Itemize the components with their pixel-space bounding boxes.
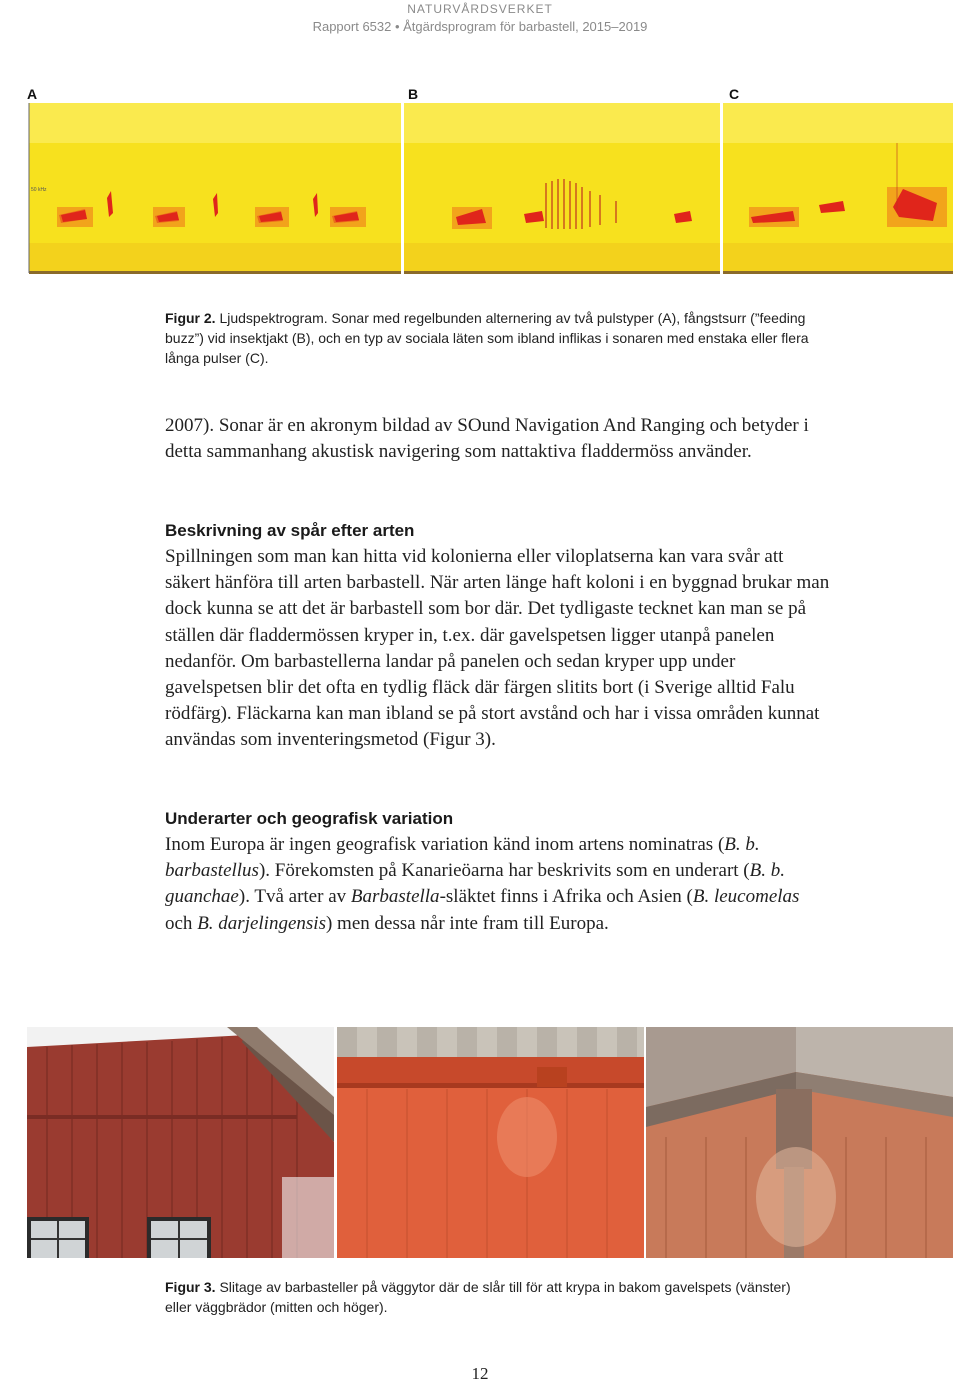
figure-2-caption-label: Figur 2. [165,310,216,326]
panel-label-b: B [408,86,419,102]
panel-label-c: C [729,86,740,102]
header-report-title: Rapport 6532 • Åtgärdsprogram för barbastell, 2015–2019 [312,19,648,34]
underarter-text-3: ). Två arter av [238,886,351,908]
spectrogram-c [723,103,953,286]
page-header [0,0,960,35]
taxon-barbastellus: B. b. barbastellus [165,834,760,882]
underarter-text-2: ). Förekomsten på Kanarieöarna har beskrivits som en underart ( [258,860,750,882]
spectrogram-a [27,103,401,286]
body-paragraph-sonar [165,413,830,465]
underarter-text-6: ) men dessa når inte fram till Europa. [325,912,609,934]
spectro-a-axis-label: 50 kHz [31,187,47,193]
section-underarter [165,808,830,937]
paragraph-beskrivning: Spillningen som man kan hitta vid kolonierna eller viloplatserna kan vara svår att säkert hänföra till arten barbastell. När arten länge haft koloni i en byggnad brukar man dock kunna se att det är barbastell som bor där. Det tydligaste tecknet kan man se på ställen där fladdermössen kryper in, t.ex. där gavelspetsen ligger utanpå panelen nedanför. Om barbastellerna landar på panelen och sedan kryper upp under gavelspetsen blir det ofta en tydlig fläck där färgen slitits bort (i Sverige alltid Falu rödfärg). Fläckarna kan man ibland se på stort avstånd och har i vissa områden kunnat användas som inventeringsmetod (Figur 3). [165,546,830,751]
underarter-text-5: och [165,912,198,934]
figure-2-caption-text: Ljudspektrogram. Sonar med regelbunden alternering av två pulstyper (A), fångstsurr (”feeding buzz”) vid insektjakt (B), och en typ av sociala läten som ibland inflikas i sonaren med enstaka eller flera långa pulser (C). [165,310,809,366]
heading-beskrivning: Beskrivning av spår efter arten [165,521,415,540]
underarter-text-1: Inom Europa är ingen geografisk variation känd inom artens nominatras ( [165,834,725,855]
photo-orange-wall [337,1027,644,1258]
figure-2-caption [165,308,815,368]
page-number: 12 [471,1364,489,1383]
heading-underarter: Underarter och geografisk variation [165,809,454,828]
taxon-leucomelas: B. leucomelas [692,886,800,908]
figure-3-caption-text: Slitage av barbasteller på väggytor där de slår till för att krypa in bakom gavelspets (vänster) eller väggbrädor (mitten och höger). [165,1279,791,1315]
photo-gable-corner [646,1027,953,1258]
paragraph-underarter [165,832,830,937]
taxon-barbastella: Barbastella [350,886,440,908]
spectrogram-b [404,103,720,286]
figure-3-caption [165,1277,815,1317]
taxon-guanchae: B. b. guanchae [165,860,785,908]
taxon-darjelingensis: B. darjelingensis [197,912,326,934]
section-beskrivning [165,520,830,754]
underarter-text-4: -släktet finns i Afrika och Asien ( [439,886,693,908]
figure-3-caption-label: Figur 3. [165,1279,216,1295]
photo-barn-gable [27,1027,334,1258]
paragraph-sonar: 2007). Sonar är en akronym bildad av SOund Navigation And Ranging och betyder i detta sammanhang akustisk navigering som nattaktiva fladdermöss använder. [165,415,809,463]
panel-label-a: A [27,86,38,102]
header-org: NATURVÅRDSVERKET [407,2,553,16]
